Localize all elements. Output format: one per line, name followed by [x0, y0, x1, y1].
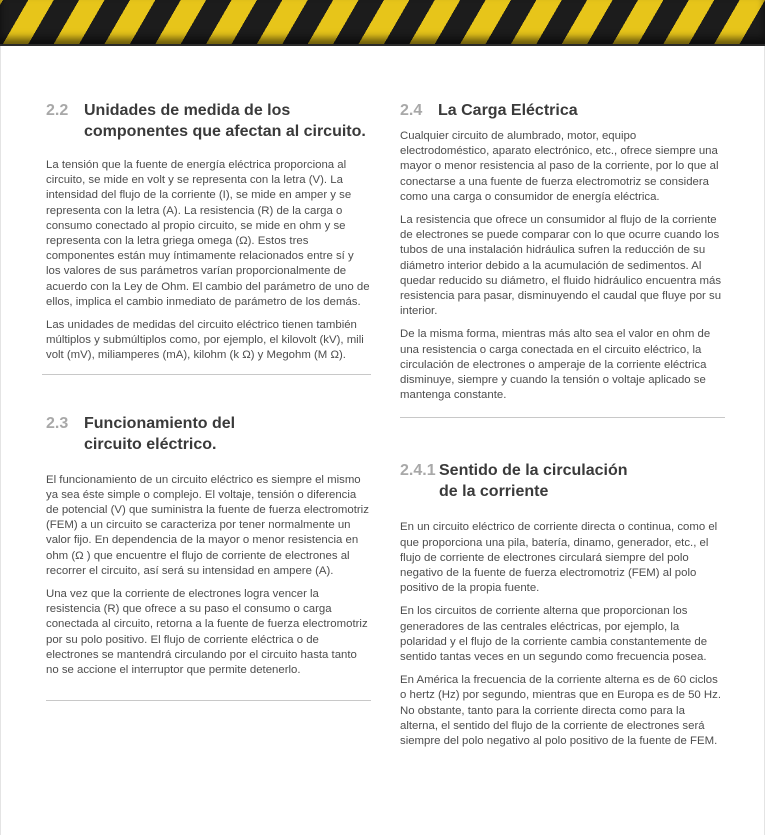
- section-title-line2: circuito eléctrico.: [84, 435, 217, 453]
- section-2-3-heading: [46, 413, 371, 455]
- section-2-2-heading: [46, 100, 371, 142]
- section-title-line1: Unidades de medida de los: [84, 102, 291, 119]
- hazard-stripe-banner: [0, 0, 765, 44]
- left-column: [46, 100, 371, 701]
- paragraph: Cualquier circuito de alumbrado, motor, equipo electrodoméstico, aparato electrónico, etc., ofrece siempre una mayor o menor resistencia al paso de la corriente, por lo que al conectarse a una fuente de fuerza electromotriz se considera como una carga o consumidor de energía eléctrica.: [400, 130, 719, 203]
- section-2-4-1: [400, 460, 725, 749]
- banner-divider: [0, 44, 765, 46]
- paragraph: De la misma forma, mientras más alto sea el valor en ohm de una resistencia o carga conectada en el circuito eléctrico, la circulación de electrones o amperaje de la corriente eléctrica disminuye, siempre y cuando la tensión o voltaje aplicado se mantenga constante.: [400, 328, 711, 402]
- right-column: [400, 100, 725, 757]
- section-title-line1: Sentido de la circulación: [439, 462, 628, 480]
- paragraph: En América la frecuencia de la corriente alterna es de 60 ciclos o hertz (Hz) por segundo, mientras que en Europa es de 50 Hz. No obstante, tanto para la corriente directa como para la alterna, el sentido del flujo de la corriente de electrones será siempre del polo negativo al polo positivo de la fuente de FEM.: [400, 674, 722, 748]
- section-number: 2.4.1: [400, 462, 436, 480]
- paragraph: La resistencia que ofrece un consumidor al flujo de la corriente de electrones se puede comparar con lo que ocurre cuando los tubos de una instalación hidráulica sufren la reducción de su diámetro interior debido a la acumulación de sedimentos. Al quedar reducido su diámetro, el fluido hidráulico encuentra más resistencia para pasar, disminuyendo el caudal que fluye por su interior.: [400, 214, 722, 318]
- section-2-4-heading: [400, 100, 725, 121]
- paragraph: En un circuito eléctrico de corriente directa o continua, como el que proporciona una pila, batería, dinamo, generador, etc., el flujo de corriente de electrones circulará siempre del polo negativo de la fuente de fuerza electromotriz (FEM) al polo positivo de la propia fuente.: [400, 521, 718, 595]
- section-title-line1: Funcionamiento del: [84, 414, 236, 432]
- section-number: 2.4: [400, 102, 423, 119]
- paragraph: La tensión que la fuente de energía eléctrica proporciona al circuito, se mide en volt y se representa con la letra (V). La intensidad del flujo de la corriente (I), se mide en amper y se representa con la letra (A). La resistencia (R) de la carga o consumo conectado al propio circuito, se mide en ohm y se representa con la letra griega omega (Ω). Estos tres componentes están muy íntimamente relacionados entre sí y los valores de sus parámetros varían proporcionalmente de acuerdo con la Ley de Ohm. El cambio del parámetro de uno de ellos, implica el cambio inmediato de parámetro de los demás.: [46, 159, 370, 308]
- section-title-line2: de la corriente: [439, 483, 549, 501]
- paragraph: En los circuitos de corriente alterna que proporcionan los generadores de las centrales eléctricas, por ejemplo, la polaridad y el flujo de la corriente cambia constantemente de sentido tantas veces en un segundo como frecuencia posea.: [400, 605, 708, 664]
- section-2-3: [46, 413, 371, 679]
- page-edge-left: [0, 46, 1, 835]
- paragraph: El funcionamiento de un circuito eléctrico es siempre el mismo ya sea éste simple o complejo. El voltaje, tensión o diferencia de potencial (V) que suministra la fuente de fuerza electromotriz (FEM) a un circuito se caracteriza por tener normalmente un valor fijo. En dependencia de la mayor o menor resistencia en ohm (Ω ) que encuentre el flujo de corriente de electrones al recorrer el circuito, así será su intensidad en ampere (A).: [46, 473, 369, 577]
- section-number: 2.2: [46, 102, 69, 119]
- section-divider: [46, 700, 371, 701]
- paragraph: Las unidades de medidas del circuito eléctrico tienen también múltiplos y submúltiplos como, por ejemplo, el kilovolt (kV), mili volt (mV), miliamperes (mA), kilohm (k Ω) y Megohm (M Ω).: [46, 319, 364, 362]
- section-2-4: [400, 100, 725, 403]
- paragraph: Una vez que la corriente de electrones logra vencer la resistencia (R) que ofrece a su paso el consumo o carga conectada al circuito, retorna a la fuente de fuerza electromotriz por su polo positivo. El flujo de corriente eléctrica o de electrones se mantendrá circulando por el circuito hasta tanto no se accione el interruptor que permite detenerlo.: [46, 588, 368, 677]
- section-number: 2.3: [46, 414, 69, 432]
- section-title-line2: componentes que afectan al circuito.: [84, 123, 366, 140]
- section-2-4-1-heading: [400, 460, 725, 502]
- section-2-2: [46, 100, 371, 364]
- section-title: La Carga Eléctrica: [438, 102, 578, 119]
